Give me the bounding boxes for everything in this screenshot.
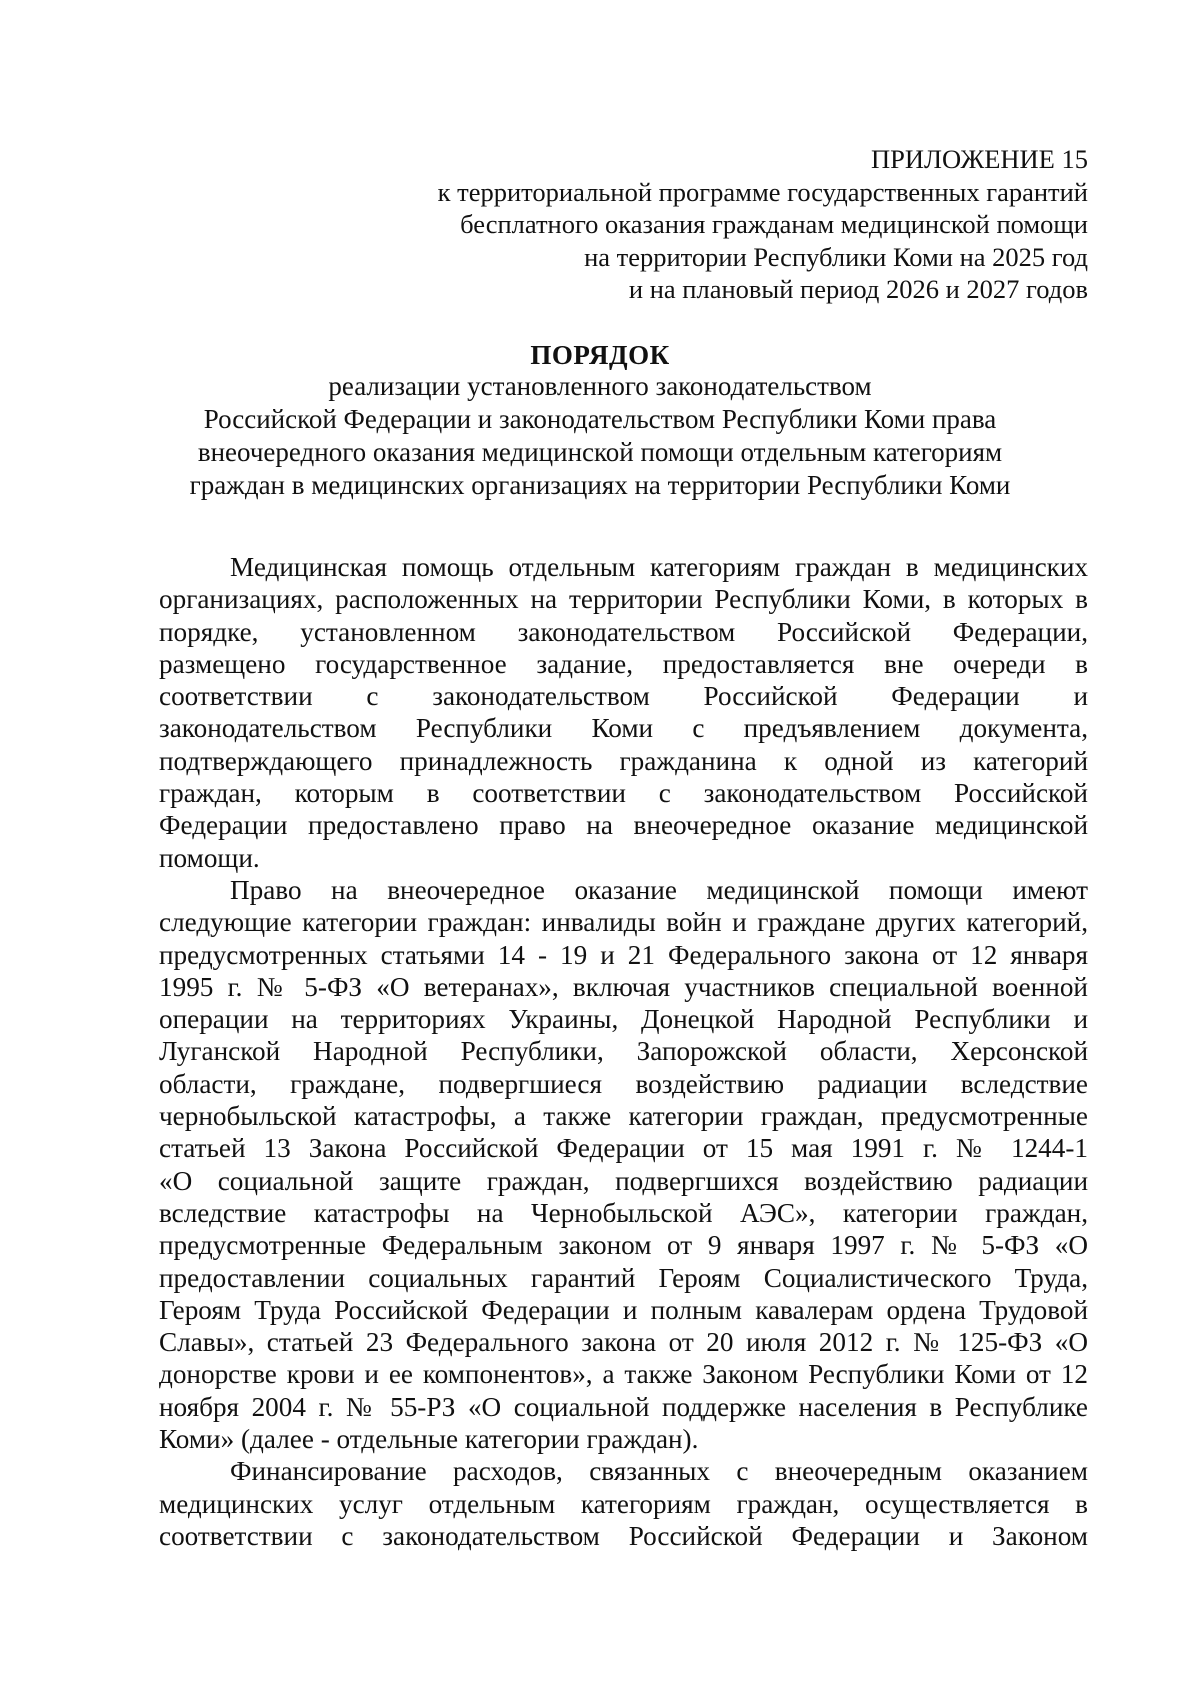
subtitle-line: внеочередного оказания медицинской помощи отдельным категориям	[197, 437, 1003, 467]
paragraph-2	[159, 874, 1088, 1455]
body-line: подтверждающего принадлежность гражданина к одной из категорий	[159, 745, 1088, 776]
appendix-line: на территории Республики Коми на 2025 год	[584, 241, 1088, 272]
body-line: донорстве крови и ее компонентов», а также Законом Республики Коми от 12	[159, 1359, 1088, 1390]
paragraph-3	[159, 1455, 1088, 1552]
body-line: Финансирование расходов, связанных с внеочередным оказанием	[230, 1456, 1088, 1487]
body-line: операции на территориях Украины, Донецкой Народной Республики и	[159, 1004, 1088, 1035]
document-subtitle	[150, 370, 1050, 502]
document-body	[159, 551, 1088, 1552]
subtitle-line: реализации установленного законодательством	[328, 371, 872, 401]
body-line: чернобыльской катастрофы, а также категории граждан, предусмотренные	[159, 1101, 1088, 1132]
subtitle-line: Российской Федерации и законодательством Республики Коми права	[203, 404, 997, 434]
body-line: организациях, расположенных на территории Республики Коми, в которых в	[159, 584, 1088, 615]
body-line: Коми» (далее - отдельные категории граждан).	[159, 1424, 699, 1455]
body-line: следующие категории граждан: инвалиды войн и граждане других категорий,	[159, 907, 1088, 938]
appendix-line: ПРИЛОЖЕНИЕ 15	[871, 144, 1088, 174]
paragraph-1	[159, 551, 1088, 874]
appendix-line: и на плановый период 2026 и 2027 годов	[628, 274, 1088, 304]
body-line: предоставлении социальных гарантий Героям Социалистического Труда,	[159, 1262, 1088, 1293]
body-line: вследствие катастрофы на Чернобыльской АЭС», категории граждан,	[159, 1197, 1088, 1228]
body-line: Федерации предоставлено право на внеочередное оказание медицинской	[159, 810, 1088, 841]
subtitle-line: граждан в медицинских организациях на территории Республики Коми	[189, 470, 1011, 500]
body-line: ноября 2004 г. № 55-РЗ «О социальной поддержке населения в Республике	[159, 1391, 1088, 1422]
appendix-line: к территориальной программе государственных гарантий	[437, 176, 1088, 207]
body-line: предусмотренные Федеральным законом от 9 января 1997 г. № 5-ФЗ «О	[159, 1230, 1088, 1261]
appendix-line: бесплатного оказания гражданам медицинской помощи	[460, 209, 1088, 239]
body-line: законодательством Республики Коми с предъявлением документа,	[159, 713, 1088, 744]
body-line: граждан, которым в соответствии с законодательством Российской	[159, 778, 1088, 809]
body-line: 1995 г. № 5-ФЗ «О ветеранах», включая участников специальной военной	[159, 971, 1088, 1002]
body-line: медицинских услуг отдельным категориям граждан, осуществляется в	[159, 1488, 1088, 1519]
body-line: области, граждане, подвергшиеся воздействию радиации вследствие	[159, 1068, 1088, 1099]
body-line: порядке, установленном законодательством Российской Федерации,	[159, 616, 1088, 647]
document-title: ПОРЯДОК	[530, 340, 670, 370]
body-line: Славы», статьей 23 Федерального закона от 20 июля 2012 г. № 125-ФЗ «О	[159, 1327, 1088, 1358]
body-line: предусмотренных статьями 14 - 19 и 21 Федерального закона от 12 января	[159, 939, 1088, 970]
body-line: соответствии с законодательством Российской Федерации и Законом	[159, 1520, 1088, 1551]
body-line: «О социальной защите граждан, подвергшихся воздействию радиации	[159, 1165, 1088, 1196]
body-line: Героям Труда Российской Федерации и полным кавалерам ордена Трудовой	[159, 1294, 1088, 1325]
body-line: помощи.	[159, 842, 260, 873]
body-line: статьей 13 Закона Российской Федерации от 15 мая 1991 г. № 1244-1	[159, 1133, 1088, 1164]
body-line: соответствии с законодательством Российской Федерации и	[159, 681, 1088, 712]
body-line: размещено государственное задание, предоставляется вне очереди в	[159, 648, 1088, 679]
body-line: Луганской Народной Республики, Запорожской области, Херсонской	[159, 1036, 1088, 1067]
body-line: Медицинская помощь отдельным категориям граждан в медицинских	[230, 552, 1088, 582]
body-line: Право на внеочередное оказание медицинской помощи имеют	[230, 874, 1088, 905]
appendix-header	[380, 143, 1088, 306]
